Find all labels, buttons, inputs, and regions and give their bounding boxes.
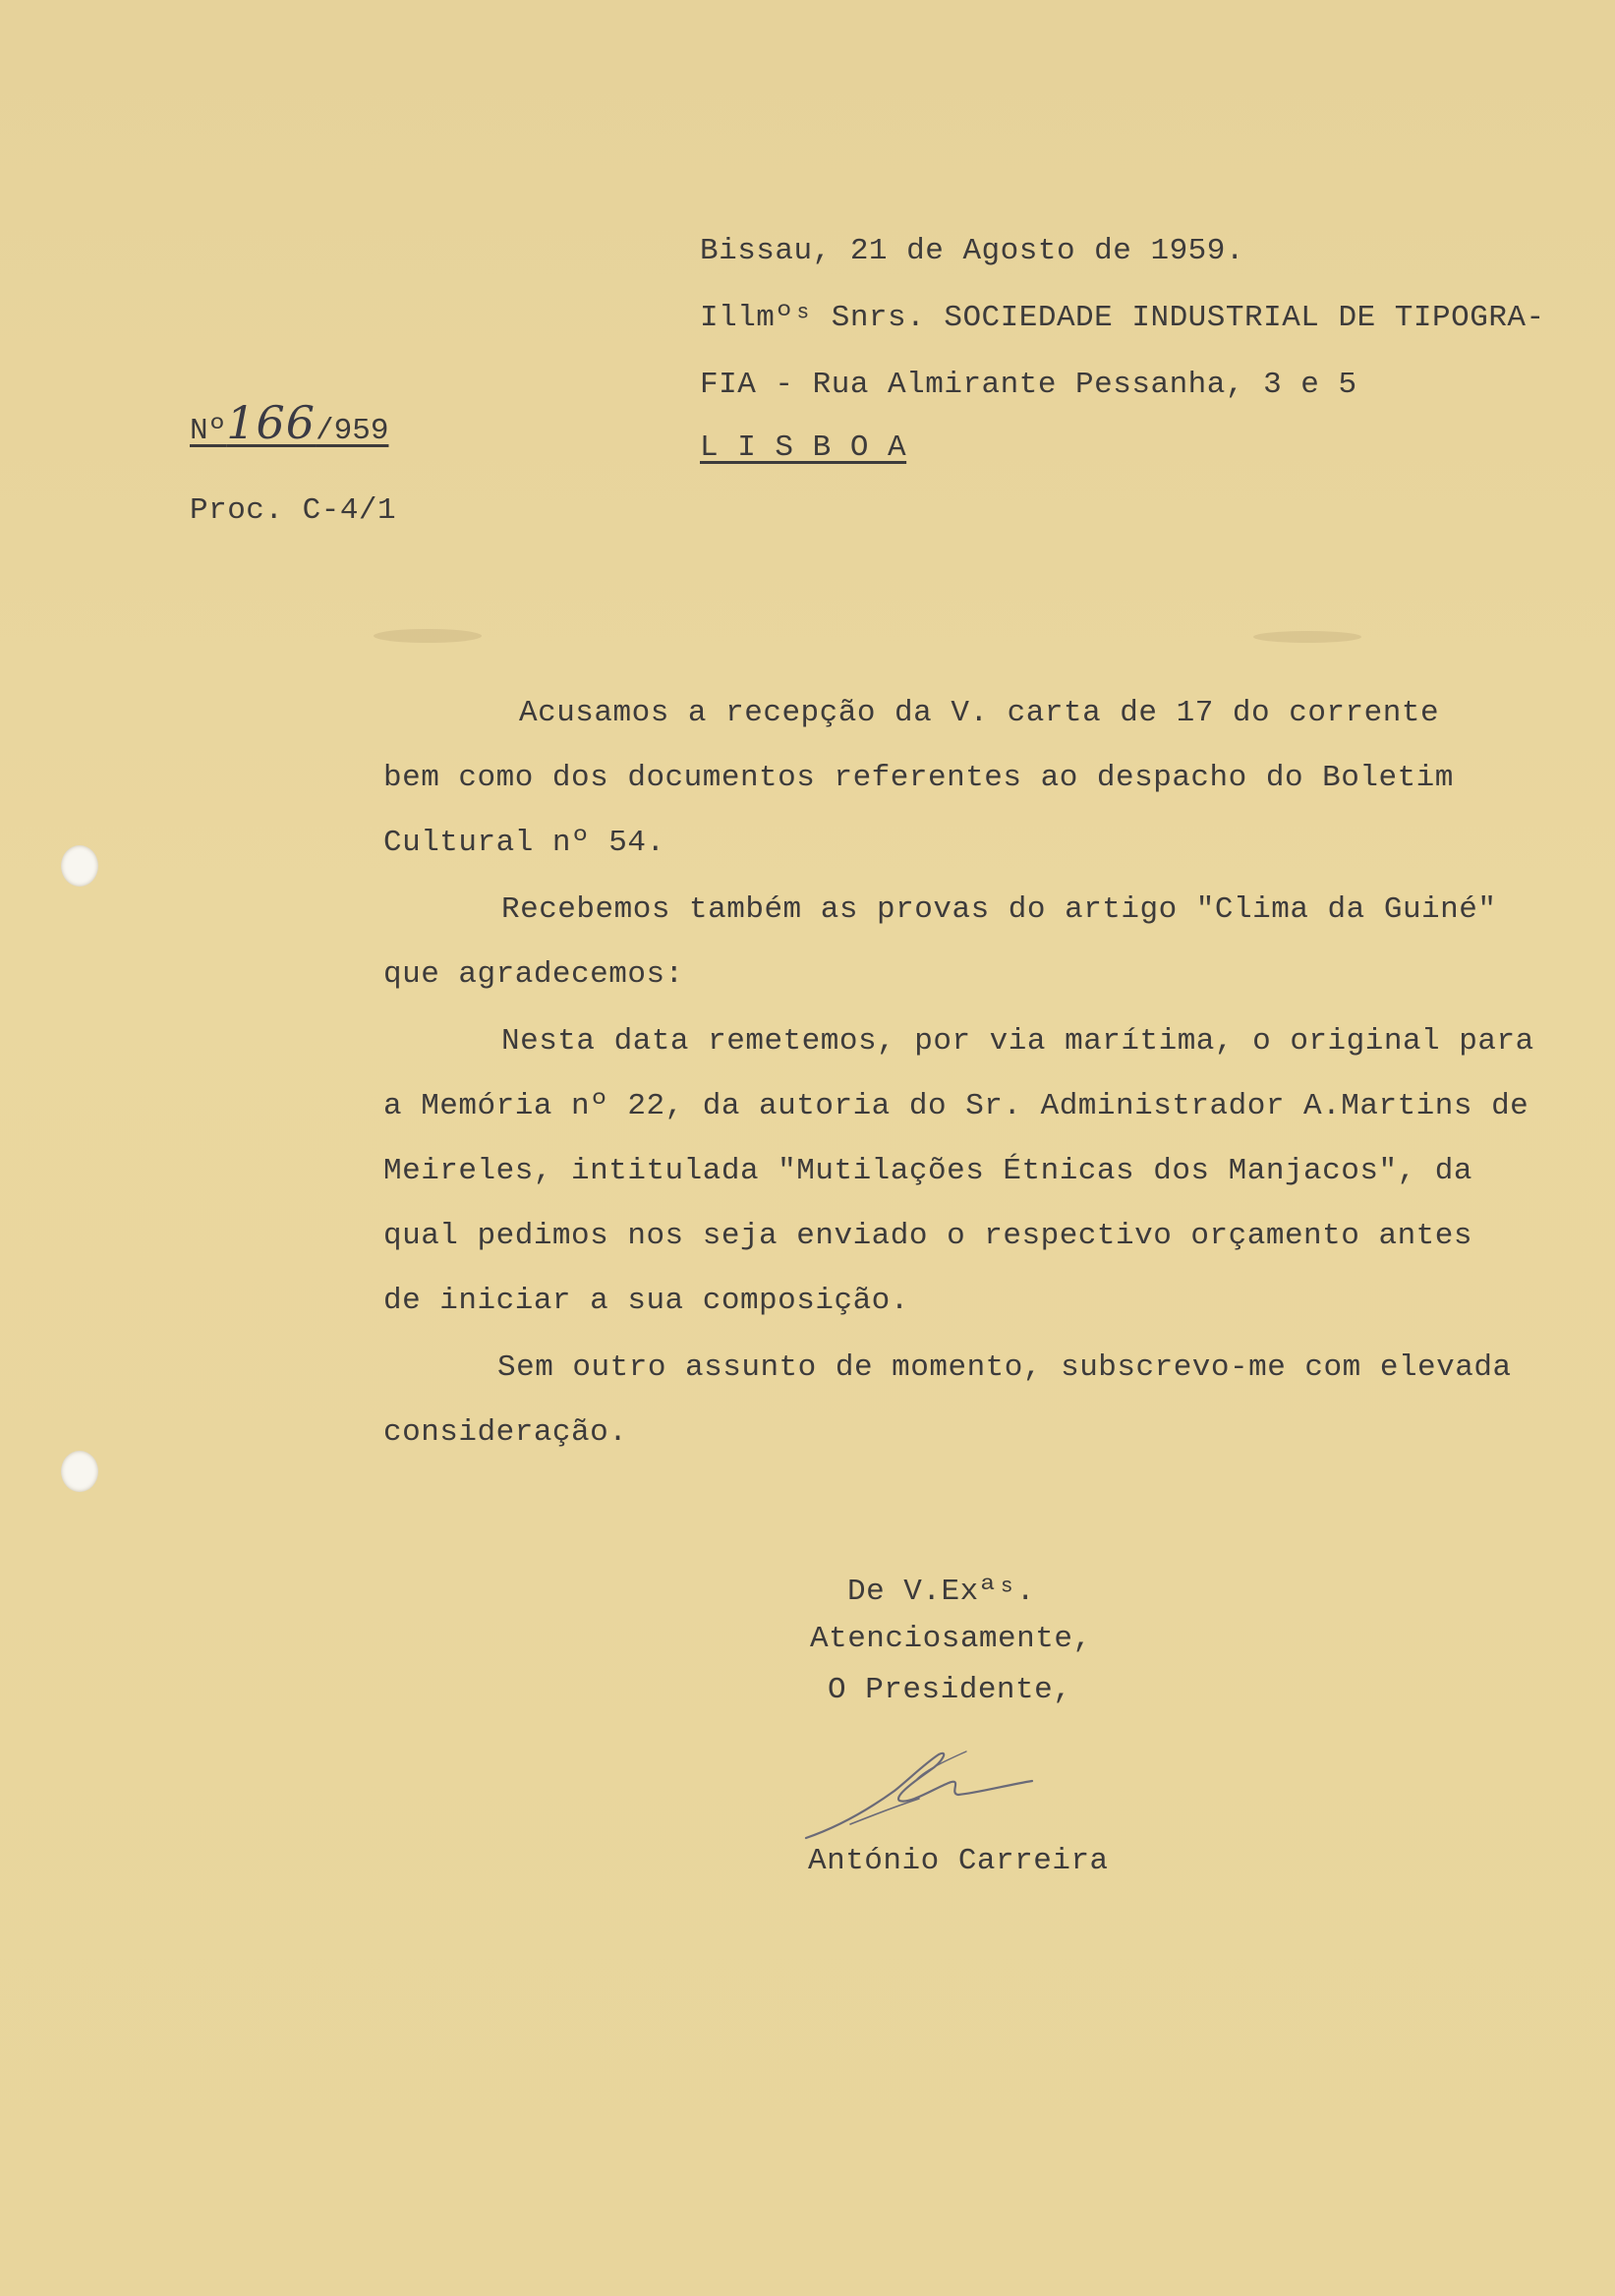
body-line-1: Acusamos a recepção da V. carta de 17 do corrente [519, 696, 1440, 730]
addressee-line-2: FIA - Rua Almirante Pessanha, 3 e 5 [700, 368, 1357, 402]
reference-prefix: Nº [190, 414, 227, 448]
body-line-3: Cultural nº 54. [383, 826, 665, 860]
closing-title: O Presidente, [828, 1673, 1072, 1707]
handwritten-signature [801, 1740, 1037, 1848]
paper-smudge [1253, 631, 1361, 643]
closing-salutation: De V.Exªˢ. [847, 1575, 1036, 1609]
reference-number [190, 396, 389, 451]
body-line-11: Sem outro assunto de momento, subscrevo-me com elevada [497, 1350, 1512, 1385]
paper-smudge [374, 629, 482, 643]
reference-year: /959 [316, 414, 389, 448]
destination-city: L I S B O A [700, 430, 907, 465]
signatory-name: António Carreira [808, 1844, 1109, 1878]
body-line-8: Meireles, intitulada "Mutilações Étnicas dos Manjacos", da [383, 1154, 1472, 1188]
punch-hole-top [61, 845, 98, 887]
body-line-7: a Memória nº 22, da autoria do Sr. Administrador A.Martins de [383, 1089, 1529, 1123]
body-line-12: consideração. [383, 1415, 628, 1450]
closing-regards: Atenciosamente, [810, 1622, 1092, 1656]
body-line-6: Nesta data remetemos, por via marítima, o original para [501, 1024, 1534, 1059]
punch-hole-bottom [61, 1451, 98, 1492]
addressee-line-1: Illmºˢ Snrs. SOCIEDADE INDUSTRIAL DE TIPOGRA- [700, 301, 1545, 335]
body-line-4: Recebemos também as provas do artigo "Clima da Guiné" [501, 892, 1497, 927]
reference-handwritten-number: 166 [226, 396, 317, 449]
body-line-5: que agradecemos: [383, 957, 684, 992]
body-line-2: bem como dos documentos referentes ao despacho do Boletim [383, 761, 1454, 795]
body-line-10: de iniciar a sua composição. [383, 1284, 909, 1318]
process-code: Proc. C-4/1 [190, 493, 397, 528]
body-line-9: qual pedimos nos seja enviado o respectivo orçamento antes [383, 1219, 1472, 1253]
place-date: Bissau, 21 de Agosto de 1959. [700, 234, 1244, 268]
